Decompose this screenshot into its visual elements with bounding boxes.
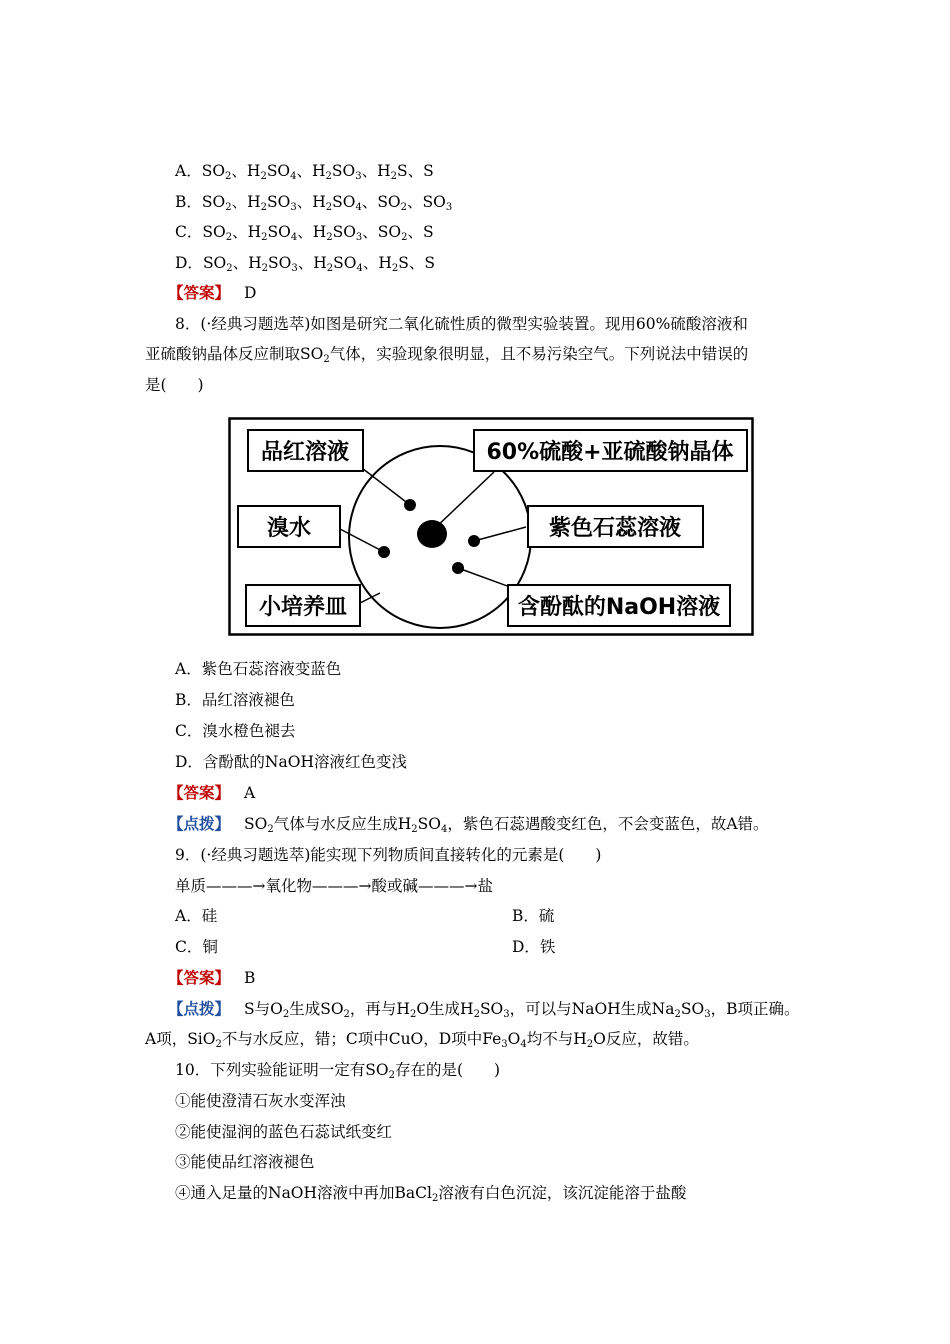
q9-chain: 单质———→氧化物———→酸或碱———→盐 (175, 877, 493, 895)
q10-item-3: ③能使品红溶液褪色 (175, 1153, 315, 1171)
shirui-label: 紫色石蕊溶液 (548, 516, 682, 541)
experiment-diagram (228, 417, 755, 637)
q9-option-a: A．硅 (175, 907, 218, 925)
naoh-label: 含酚酞的NaOH溶液 (517, 595, 721, 620)
q8-option-a: A．紫色石蕊溶液变蓝色 (175, 660, 342, 678)
q8-stem-line1: 8．(·经典习题选萃)如图是研究二氧化硫性质的微型实验装置。现用60%硫酸溶液和 (175, 315, 748, 333)
xiushui-pointer (340, 529, 384, 552)
dish-label: 小培养皿 (258, 595, 348, 620)
q10-item-2: ②能使湿润的蓝色石蕊试纸变红 (175, 1123, 393, 1141)
q8-option-b: B．品红溶液褪色 (175, 691, 295, 709)
q7-answer: 【答案】 D (168, 283, 257, 302)
q9-option-c: C．铜 (175, 938, 218, 956)
q10-item-4: ④通入足量的NaOH溶液中再加BaCl$_2$溶液有白色沉淀，该沉淀能溶于盐酸 (175, 1184, 687, 1204)
q8-answer: 【答案】 A (168, 783, 256, 802)
q7-option-c: C．$SO_2$、$H_2SO_4$、$H_2SO_3$、$SO_2$、S (175, 223, 434, 243)
q10-stem: 10．下列实验能证明一定有$SO_2$存在的是( ) (175, 1061, 501, 1081)
q9-hint-line2: A项，SiO$_2$不与水反应，错；C项中CuO，D项中$Fe_3O_4$均不与$H_2O$反应，故错。 (145, 1030, 699, 1050)
acid-label: 60%硫酸+亚硫酸钠晶体 (486, 440, 734, 465)
shirui-pointer (474, 527, 526, 541)
q9-hint-line1: 【点拨】 S与$O_2$生成$SO_2$，再与$H_2O$生成$H_2SO_3$，可以与NaOH生成$Na_2SO_3$，B项正确。 (168, 999, 800, 1020)
q8-hint: 【点拨】 $SO_2$气体与水反应生成$H_2SO_4$，紫色石蕊遇酸变红色，不会变蓝色，故A错。 (168, 814, 769, 835)
q7-option-b: B．$SO_2$、$H_2SO_3$、$H_2SO_4$、$SO_2$、$SO_3$ (175, 193, 453, 213)
q7-option-a: A．$SO_2$、$H_2SO_4$、$H_2SO_3$、$H_2S$、S (175, 162, 434, 182)
q8-stem-line3: 是( ) (145, 376, 204, 394)
q7-option-d: D．$SO_2$、$H_2SO_3$、$H_2SO_4$、$H_2S$、S (175, 254, 436, 274)
q9-option-d: D．铁 (512, 938, 556, 956)
q9-answer: 【答案】 B (168, 968, 256, 987)
q8-option-d: D．含酚酞的NaOH溶液红色变浅 (175, 753, 407, 771)
q10-item-1: ①能使澄清石灰水变浑浊 (175, 1092, 346, 1110)
xiushui-label: 溴水 (266, 516, 312, 541)
naoh-pointer (458, 568, 510, 587)
center-reagent-dot (417, 520, 447, 548)
acid-pointer (432, 472, 494, 531)
q8-stem-line2: 亚硫酸钠晶体反应制取$SO_2$气体，实验现象很明显，且不易污染空气。下列说法中错误的 (145, 345, 749, 365)
q9-stem: 9．(·经典习题选萃)能实现下列物质间直接转化的元素是( ) (175, 846, 602, 864)
pinhong-label: 品红溶液 (260, 440, 350, 465)
q8-option-c: C．溴水橙色褪去 (175, 722, 296, 740)
q9-option-b: B．硫 (512, 907, 555, 925)
